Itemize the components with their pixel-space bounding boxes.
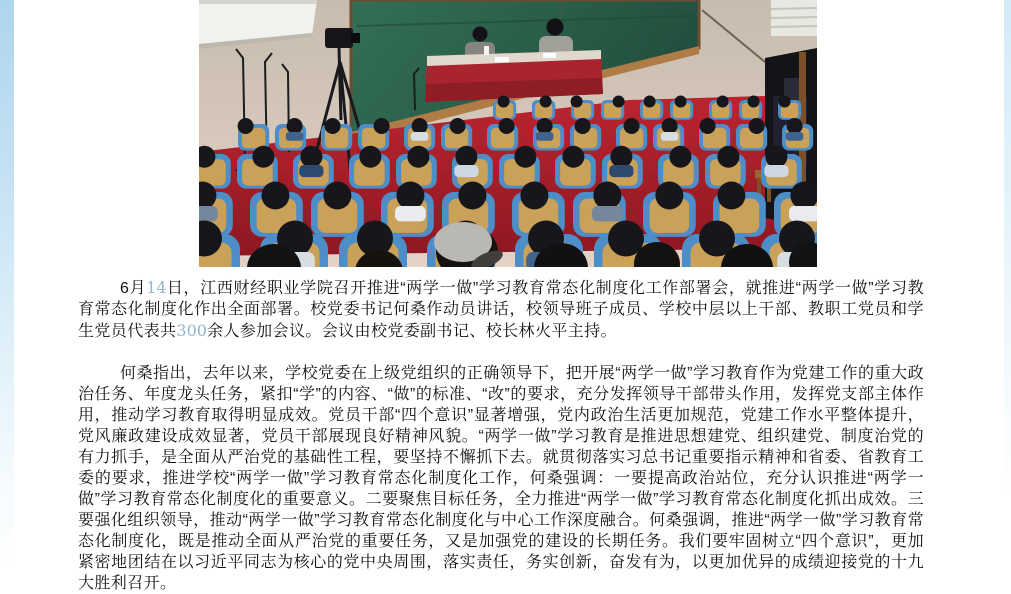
audience-head xyxy=(700,118,716,134)
audience-head xyxy=(396,182,424,210)
audience-head xyxy=(675,96,687,108)
audience-head xyxy=(412,118,428,134)
audience-head xyxy=(540,96,552,108)
audience-head xyxy=(610,146,632,168)
audience-shirt xyxy=(536,132,554,141)
audience-head xyxy=(669,146,691,168)
right-gradient-strip xyxy=(1004,0,1011,500)
audience-head xyxy=(261,182,289,210)
p1-number-day: 14 xyxy=(146,278,167,297)
audience-head xyxy=(717,146,739,168)
audience-head xyxy=(323,182,351,210)
name-card xyxy=(543,53,556,58)
audience-head xyxy=(537,118,553,134)
audience-head xyxy=(765,146,787,168)
audience-head xyxy=(325,118,341,134)
audience-head xyxy=(593,182,621,210)
audience-head xyxy=(238,118,254,134)
audience-head xyxy=(300,146,322,168)
article-paragraph-1 xyxy=(78,277,924,342)
audience-head xyxy=(287,118,303,134)
water-cup xyxy=(484,46,489,55)
audience-head xyxy=(717,182,745,210)
article-paragraph-2: 何桑指出，去年以来，学校党委在上级党组织的正确领导下，把开展“两学一做”学习教育作为党建工作的重大政治任务、年度龙头任务，紧扣“学”的内容、“做”的标准、“改”的要求，充分发挥领导干部带头作用，发挥党支部主体作用，推动学习教育取得明显成效。党员干部“四个意识”显著增强，党内政治生活更加规范，党建工作水平整体提升，党风廉政建设成效显著，党员干部展现良好精神风貌。“两学一做”学习教育是推进思想建党、组织建党、制度治党的有力抓手，是全面从严治党的基础性工程，要坚持不懈抓下去。就贯彻落实习总书记重要指示精神和省委、省教育工委的要求，推进学校“两学一做”学习教育常态化制度化工作，何桑强调：一要提高政治站位，充分认识推进“两学一做”学习教育常态化制度化的重要意义。二要聚焦目标任务，全力推进“两学一做”学习教育常态化制度化抓出成效。三要强化组织领导，推动“两学一做”学习教育常态化制度化与中心工作深度融合。何桑强调，推进“两学一做”学习教育常态化制度化，既是推动全面从严治党的重要任务，又是加强党的建设的长期任务。我们要牢固树立“四个意识”，更加紧密地团结在以习近平同志为核心的党中央周围，落实责任，务实创新，奋发有为，以更加优异的成绩迎接党的十九大胜利召开。 xyxy=(78,365,924,592)
audience-head xyxy=(458,182,486,210)
p1-seg3: 余人参加会议。会议由校党委副书记、校长林火平主持。 xyxy=(206,323,617,340)
audience-shirt xyxy=(592,206,623,221)
audience-shirt xyxy=(661,132,679,141)
audience-head xyxy=(562,146,584,168)
audience-head xyxy=(613,96,625,108)
audience-head xyxy=(520,182,548,210)
audience-shirt xyxy=(299,165,323,177)
audience-head xyxy=(514,146,536,168)
audience-head xyxy=(787,118,803,134)
audience-head xyxy=(455,146,477,168)
speaker-head xyxy=(547,19,564,36)
audience-head xyxy=(575,118,591,134)
audience-head xyxy=(450,118,466,134)
audience-head xyxy=(662,118,678,134)
speaker-head xyxy=(473,27,488,42)
audience-head xyxy=(374,118,390,134)
meeting-photo xyxy=(199,0,817,267)
audience-head xyxy=(655,182,683,210)
left-gradient-strip xyxy=(0,0,14,573)
p1-seg2: 日，江西财经职业学院召开推进“两学一做”学习教育常态化制度化工作部署会，就推进“两学一做”学习教育常态化制度化作出全面部署。校党委书记何桑作动员讲话，校领导班子成员、学校中层以上干部、教职工党员和学生党员代表共 xyxy=(78,280,925,340)
audience-head xyxy=(748,96,760,108)
audience-shirt xyxy=(764,165,788,177)
top-right-blinds xyxy=(771,0,817,36)
audience-head xyxy=(571,96,583,108)
audience-shirt xyxy=(395,206,426,221)
audience-head xyxy=(252,146,274,168)
audience-shirt xyxy=(789,206,817,221)
audience-head xyxy=(717,96,729,108)
audience-head xyxy=(407,146,429,168)
audience-head xyxy=(499,118,515,134)
article-body xyxy=(78,277,924,594)
name-card xyxy=(495,57,509,62)
audience-head xyxy=(779,96,791,108)
audience-shirt xyxy=(411,132,429,141)
p1-number-attendees: 300 xyxy=(176,321,207,340)
audience-head xyxy=(498,96,510,108)
audience-shirt xyxy=(454,165,478,177)
audience-head xyxy=(359,146,381,168)
audience-shirt xyxy=(786,132,804,141)
audience-head xyxy=(624,118,640,134)
audience-head xyxy=(644,96,656,108)
p1-seg1: 6月 xyxy=(120,280,147,297)
audience-shirt xyxy=(286,132,304,141)
audience-shirt xyxy=(609,165,633,177)
audience-head xyxy=(749,118,765,134)
audience-shirt xyxy=(199,206,218,221)
